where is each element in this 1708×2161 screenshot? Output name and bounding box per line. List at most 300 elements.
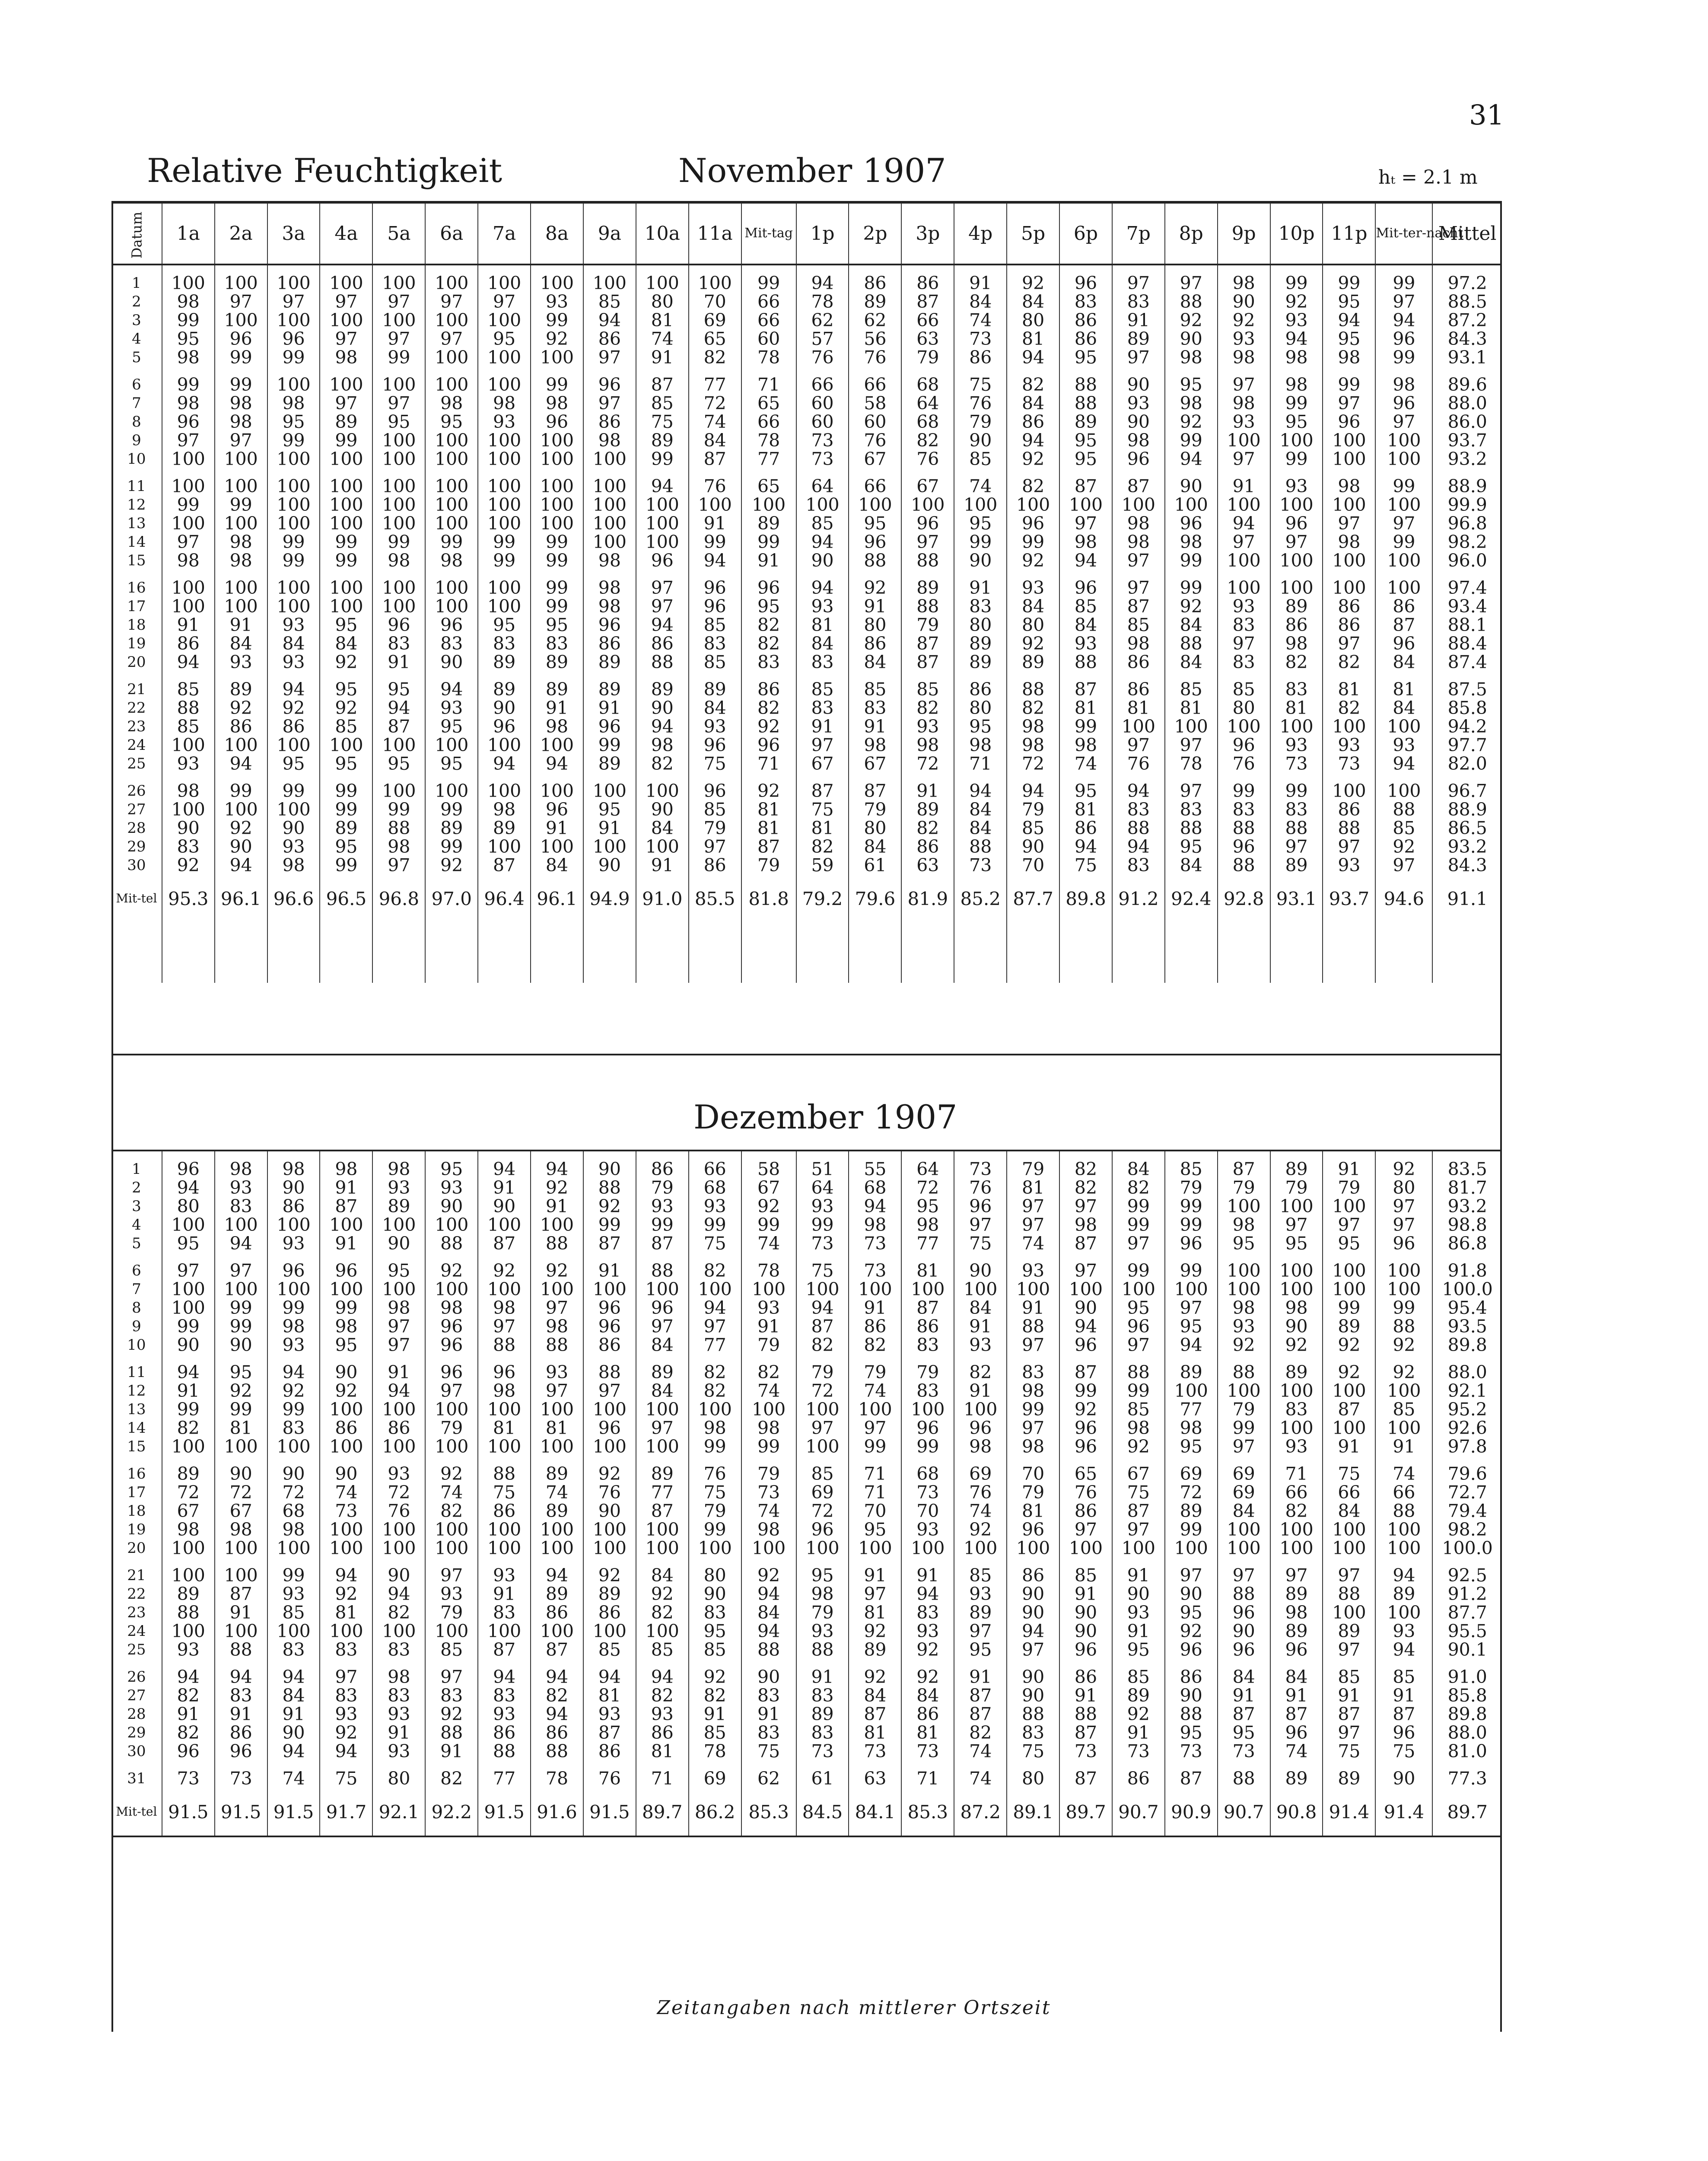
value-cell: 69 (796, 1483, 849, 1502)
table-row (111, 469, 1502, 496)
daily-mean-cell: 93.7 (1432, 431, 1502, 450)
value-cell: 100 (478, 1622, 531, 1641)
value-cell: 100 (796, 1280, 849, 1299)
hourly-mean-cell: 93.7 (1323, 875, 1375, 922)
value-cell: 91 (689, 1705, 741, 1724)
value-cell: 93 (372, 1705, 425, 1724)
value-cell: 87 (478, 1234, 531, 1253)
value-cell: 99 (1165, 1520, 1218, 1539)
value-cell: 96 (1059, 1336, 1112, 1355)
value-cell: 96 (267, 330, 320, 348)
value-cell: 100 (531, 1539, 583, 1558)
value-cell: 85 (689, 800, 741, 819)
value-cell: 90 (1112, 367, 1165, 394)
value-cell: 79 (741, 856, 796, 875)
value-cell: 100 (320, 1622, 372, 1641)
value-cell: 94 (267, 672, 320, 699)
table-row (111, 1641, 1502, 1659)
value-cell: 100 (1270, 570, 1323, 597)
date-cell: 28 (127, 819, 146, 837)
value-cell: 90 (741, 1659, 796, 1686)
value-cell: 100 (1323, 1539, 1375, 1558)
value-cell: 86 (267, 1197, 320, 1216)
value-cell: 64 (796, 1179, 849, 1197)
value-cell: 66 (741, 293, 796, 311)
value-cell: 100 (1165, 1280, 1218, 1299)
value-cell: 89 (531, 1502, 583, 1520)
value-cell: 78 (796, 293, 849, 311)
value-cell: 82 (741, 699, 796, 717)
value-cell: 85 (901, 672, 954, 699)
value-cell: 100 (531, 736, 583, 755)
value-cell: 76 (901, 450, 954, 469)
value-cell: 91 (1112, 1558, 1165, 1585)
value-cell: 100 (425, 450, 478, 469)
value-cell: 92 (1112, 1705, 1165, 1724)
value-cell: 94 (1218, 514, 1270, 533)
value-cell: 90 (636, 800, 689, 819)
value-cell: 60 (796, 394, 849, 413)
value-cell: 83 (1112, 800, 1165, 819)
value-cell: 90 (583, 1502, 636, 1520)
value-cell: 83 (1270, 1400, 1323, 1419)
value-cell: 86 (954, 348, 1007, 367)
value-cell: 100 (689, 1280, 741, 1299)
value-cell: 94 (162, 653, 215, 672)
value-cell: 83 (1007, 1355, 1059, 1382)
value-cell: 100 (1270, 1520, 1323, 1539)
value-cell: 100 (320, 469, 372, 496)
value-cell: 92 (1165, 413, 1218, 431)
value-cell: 96 (1218, 838, 1270, 856)
value-cell: 98 (320, 1151, 372, 1179)
value-cell: 98 (954, 736, 1007, 755)
value-cell: 93 (1007, 570, 1059, 597)
value-cell: 73 (162, 1761, 215, 1788)
date-cell: 17 (127, 598, 146, 615)
date-cell: 15 (127, 552, 146, 569)
value-cell: 100 (636, 1520, 689, 1539)
value-cell: 88 (1375, 1502, 1432, 1520)
value-cell: 83 (215, 1197, 267, 1216)
value-cell: 100 (320, 496, 372, 514)
table-row (111, 330, 1502, 348)
value-cell: 84 (1218, 1502, 1270, 1520)
date-cell: 28 (127, 1705, 146, 1723)
daily-mean-cell: 87.4 (1432, 653, 1502, 672)
value-cell: 82 (162, 1724, 215, 1742)
value-cell: 95 (320, 616, 372, 634)
value-cell: 86 (1007, 1558, 1059, 1585)
value-cell: 99 (583, 736, 636, 755)
header-hour: 8a (531, 203, 583, 265)
value-cell: 100 (1323, 1197, 1375, 1216)
value-cell: 89 (849, 293, 901, 311)
value-cell: 79 (741, 1456, 796, 1483)
value-cell: 89 (1165, 1502, 1218, 1520)
value-cell: 100 (478, 838, 531, 856)
value-cell: 93 (796, 1197, 849, 1216)
value-cell: 100 (1375, 1382, 1432, 1400)
value-cell: 82 (636, 755, 689, 773)
value-cell: 91 (478, 1179, 531, 1197)
value-cell: 90 (372, 1558, 425, 1585)
value-cell: 100 (1112, 717, 1165, 736)
value-cell: 84 (1375, 653, 1432, 672)
value-cell: 93 (689, 1197, 741, 1216)
value-cell: 99 (796, 1216, 849, 1234)
value-cell: 75 (796, 1253, 849, 1280)
value-cell: 100 (531, 431, 583, 450)
value-cell: 76 (1112, 755, 1165, 773)
date-cell: 27 (127, 1687, 146, 1704)
table-row (111, 773, 1502, 800)
hourly-mean-cell: 92.4 (1165, 875, 1218, 922)
value-cell: 79 (636, 1179, 689, 1197)
value-cell: 70 (1007, 856, 1059, 875)
value-cell: 81 (531, 1419, 583, 1437)
value-cell: 95 (1323, 293, 1375, 311)
value-cell: 63 (901, 856, 954, 875)
date-cell: 2 (132, 293, 141, 310)
value-cell: 100 (320, 1280, 372, 1299)
value-cell: 83 (425, 634, 478, 653)
value-cell: 100 (1323, 551, 1375, 570)
value-cell: 61 (849, 856, 901, 875)
value-cell: 93 (1375, 1622, 1432, 1641)
value-cell: 99 (741, 533, 796, 551)
hourly-mean-cell: 90.7 (1218, 1788, 1270, 1836)
date-cell: 4 (132, 330, 141, 347)
value-cell: 75 (689, 755, 741, 773)
value-cell: 97 (162, 1253, 215, 1280)
value-cell: 65 (1059, 1456, 1112, 1483)
value-cell: 91 (215, 1603, 267, 1622)
value-cell: 76 (954, 394, 1007, 413)
value-cell: 93 (1270, 311, 1323, 330)
value-cell: 89 (425, 819, 478, 838)
header-hour: 3p (901, 203, 954, 265)
value-cell: 85 (1323, 1659, 1375, 1686)
value-cell: 82 (1059, 1179, 1112, 1197)
value-cell: 83 (320, 1641, 372, 1659)
table-row (111, 699, 1502, 717)
value-cell: 99 (320, 551, 372, 570)
value-cell: 90 (1218, 293, 1270, 311)
header-hour: 9a (583, 203, 636, 265)
value-cell: 100 (1375, 1539, 1432, 1558)
table-row (111, 570, 1502, 597)
value-cell: 100 (215, 800, 267, 819)
value-cell: 97 (1270, 838, 1323, 856)
value-cell: 100 (425, 1437, 478, 1456)
value-cell: 100 (215, 597, 267, 616)
value-cell: 85 (689, 1724, 741, 1742)
value-cell: 87 (849, 773, 901, 800)
value-cell: 100 (320, 514, 372, 533)
value-cell: 99 (1270, 265, 1323, 293)
value-cell: 88 (901, 597, 954, 616)
value-cell: 89 (583, 1585, 636, 1603)
value-cell: 73 (849, 1253, 901, 1280)
value-cell: 99 (741, 1216, 796, 1234)
value-cell: 86 (583, 413, 636, 431)
value-cell: 72 (215, 1483, 267, 1502)
value-cell: 100 (215, 1437, 267, 1456)
value-cell: 87 (849, 1705, 901, 1724)
value-cell: 87 (1112, 597, 1165, 616)
value-cell: 93 (901, 717, 954, 736)
value-cell: 85 (1165, 672, 1218, 699)
value-cell: 62 (849, 311, 901, 330)
value-cell: 100 (162, 570, 215, 597)
value-cell: 100 (372, 1216, 425, 1234)
value-cell: 81 (1007, 330, 1059, 348)
value-cell: 82 (741, 1355, 796, 1382)
value-cell: 85 (849, 672, 901, 699)
value-cell: 87 (636, 1502, 689, 1520)
value-cell: 98 (478, 1299, 531, 1317)
value-cell: 84 (954, 1299, 1007, 1317)
hourly-mean-cell: 85.3 (901, 1788, 954, 1836)
value-cell: 92 (1375, 1151, 1432, 1179)
value-cell: 83 (1270, 672, 1323, 699)
value-cell: 91 (1375, 1437, 1432, 1456)
daily-mean-cell: 84.3 (1432, 330, 1502, 348)
value-cell: 89 (478, 672, 531, 699)
value-cell: 85 (796, 1456, 849, 1483)
value-cell: 74 (954, 311, 1007, 330)
value-cell: 96 (1059, 1437, 1112, 1456)
value-cell: 69 (689, 1761, 741, 1788)
value-cell: 100 (636, 533, 689, 551)
daily-mean-cell: 91.0 (1432, 1659, 1502, 1686)
value-cell: 86 (1323, 800, 1375, 819)
value-cell: 100 (1323, 1520, 1375, 1539)
value-cell: 96 (796, 1520, 849, 1539)
value-cell: 99 (849, 1437, 901, 1456)
table-row (111, 1234, 1502, 1253)
value-cell: 89 (689, 672, 741, 699)
value-cell: 97 (1218, 1437, 1270, 1456)
value-cell: 93 (1218, 597, 1270, 616)
value-cell: 94 (531, 1659, 583, 1686)
value-cell: 93 (1059, 634, 1112, 653)
value-cell: 82 (741, 634, 796, 653)
value-cell: 96 (636, 1299, 689, 1317)
value-cell: 98 (636, 736, 689, 755)
daily-mean-cell: 93.2 (1432, 450, 1502, 469)
value-cell: 96 (372, 616, 425, 634)
value-cell: 79 (849, 1355, 901, 1382)
daily-mean-cell: 72.7 (1432, 1483, 1502, 1502)
value-cell: 74 (741, 1502, 796, 1520)
value-cell: 94 (689, 551, 741, 570)
value-cell: 99 (162, 367, 215, 394)
value-cell: 100 (372, 367, 425, 394)
value-cell: 93 (267, 653, 320, 672)
value-cell: 95 (1165, 1724, 1218, 1742)
value-cell: 100 (954, 496, 1007, 514)
value-cell: 100 (320, 450, 372, 469)
value-cell: 94 (954, 773, 1007, 800)
value-cell: 73 (796, 1742, 849, 1761)
value-cell: 94 (215, 856, 267, 875)
value-cell: 73 (954, 1151, 1007, 1179)
value-cell: 88 (636, 1253, 689, 1280)
value-cell: 94 (741, 1585, 796, 1603)
value-cell: 96 (1270, 1724, 1323, 1742)
value-cell: 100 (1375, 1603, 1432, 1622)
value-cell: 100 (531, 469, 583, 496)
value-cell: 98 (1270, 1299, 1323, 1317)
value-cell: 87 (901, 1299, 954, 1317)
daily-mean-cell: 96.8 (1432, 514, 1502, 533)
value-cell: 100 (478, 1437, 531, 1456)
value-cell: 89 (583, 755, 636, 773)
value-cell: 83 (796, 1686, 849, 1705)
value-cell: 93 (636, 1197, 689, 1216)
hourly-mean-cell: 85.2 (954, 875, 1007, 922)
value-cell: 100 (583, 838, 636, 856)
value-cell: 100 (531, 1520, 583, 1539)
value-cell: 87 (1218, 1151, 1270, 1179)
value-cell: 100 (267, 597, 320, 616)
value-cell: 80 (1007, 311, 1059, 330)
value-cell: 92 (849, 570, 901, 597)
value-cell: 100 (1323, 570, 1375, 597)
daily-mean-cell: 89.8 (1432, 1336, 1502, 1355)
value-cell: 72 (1007, 755, 1059, 773)
value-cell: 99 (267, 1558, 320, 1585)
value-cell: 91 (954, 570, 1007, 597)
value-cell: 91 (1059, 1686, 1112, 1705)
value-cell: 98 (215, 413, 267, 431)
value-cell: 100 (583, 773, 636, 800)
value-cell: 88 (478, 1336, 531, 1355)
table-row (111, 450, 1502, 469)
daily-mean-cell: 87.2 (1432, 311, 1502, 330)
value-cell: 100 (1112, 496, 1165, 514)
value-cell: 88 (478, 1456, 531, 1483)
value-cell: 62 (741, 1761, 796, 1788)
value-cell: 99 (1323, 1299, 1375, 1317)
value-cell: 100 (215, 1539, 267, 1558)
value-cell: 94 (215, 1659, 267, 1686)
daily-mean-cell: 89.8 (1432, 1705, 1502, 1724)
value-cell: 78 (531, 1761, 583, 1788)
value-cell: 87 (636, 1234, 689, 1253)
value-cell: 100 (478, 514, 531, 533)
value-cell: 99 (531, 551, 583, 570)
value-cell: 92 (531, 330, 583, 348)
value-cell: 94 (215, 755, 267, 773)
header-hour: 6a (425, 203, 478, 265)
value-cell: 93 (267, 616, 320, 634)
value-cell: 73 (1218, 1742, 1270, 1761)
value-cell: 85 (320, 717, 372, 736)
value-cell: 97 (1165, 265, 1218, 293)
value-cell: 90 (1112, 413, 1165, 431)
value-cell: 78 (1165, 755, 1218, 773)
value-cell: 97 (1112, 570, 1165, 597)
value-cell: 90 (425, 1197, 478, 1216)
value-cell: 73 (796, 1234, 849, 1253)
value-cell: 72 (796, 1382, 849, 1400)
value-cell: 95 (531, 616, 583, 634)
hourly-mean-cell: 89.1 (1007, 1788, 1059, 1836)
date-cell: 5 (132, 349, 141, 366)
value-cell: 96 (636, 551, 689, 570)
table-row (111, 1761, 1502, 1788)
value-cell: 100 (1270, 496, 1323, 514)
value-cell: 84 (636, 819, 689, 838)
value-cell: 97 (531, 1382, 583, 1400)
value-cell: 98 (162, 394, 215, 413)
value-cell: 91 (583, 699, 636, 717)
value-cell: 76 (372, 1502, 425, 1520)
value-cell: 86 (1007, 413, 1059, 431)
value-cell: 100 (425, 736, 478, 755)
table-row (111, 717, 1502, 736)
value-cell: 93 (425, 1179, 478, 1197)
value-cell: 92 (689, 1659, 741, 1686)
value-cell: 83 (478, 634, 531, 653)
value-cell: 91 (1323, 1686, 1375, 1705)
value-cell: 96 (583, 367, 636, 394)
value-cell: 88 (1218, 856, 1270, 875)
value-cell: 93 (320, 1705, 372, 1724)
value-cell: 92 (636, 1585, 689, 1603)
value-cell: 100 (583, 1539, 636, 1558)
hourly-mean-cell: 96.1 (531, 875, 583, 922)
value-cell: 86 (901, 265, 954, 293)
value-cell: 93 (372, 1179, 425, 1197)
value-cell: 98 (162, 1520, 215, 1539)
value-cell: 97 (372, 856, 425, 875)
value-cell: 82 (1323, 699, 1375, 717)
value-cell: 83 (425, 1686, 478, 1705)
value-cell: 99 (689, 533, 741, 551)
value-cell: 83 (849, 699, 901, 717)
value-cell: 95 (320, 838, 372, 856)
value-cell: 82 (531, 1686, 583, 1705)
value-cell: 81 (478, 1419, 531, 1437)
hourly-mean-cell: 94.6 (1375, 875, 1432, 922)
value-cell: 86 (1375, 597, 1432, 616)
value-cell: 85 (1375, 1400, 1432, 1419)
value-cell: 100 (583, 469, 636, 496)
value-cell: 75 (1059, 856, 1112, 875)
value-cell: 100 (1375, 496, 1432, 514)
value-cell: 100 (372, 1437, 425, 1456)
value-cell: 99 (215, 1317, 267, 1336)
value-cell: 97 (1323, 634, 1375, 653)
value-cell: 94 (1059, 1317, 1112, 1336)
table-row (111, 755, 1502, 773)
value-cell: 97 (531, 1299, 583, 1317)
value-cell: 85 (1059, 1558, 1112, 1585)
value-cell: 85 (1112, 1659, 1165, 1686)
value-cell: 84 (1323, 1502, 1375, 1520)
value-cell: 98 (1112, 514, 1165, 533)
value-cell: 79 (901, 1355, 954, 1382)
value-cell: 99 (372, 533, 425, 551)
value-cell: 94 (1375, 755, 1432, 773)
value-cell: 51 (796, 1151, 849, 1179)
value-cell: 100 (1323, 496, 1375, 514)
value-cell: 74 (1059, 755, 1112, 773)
